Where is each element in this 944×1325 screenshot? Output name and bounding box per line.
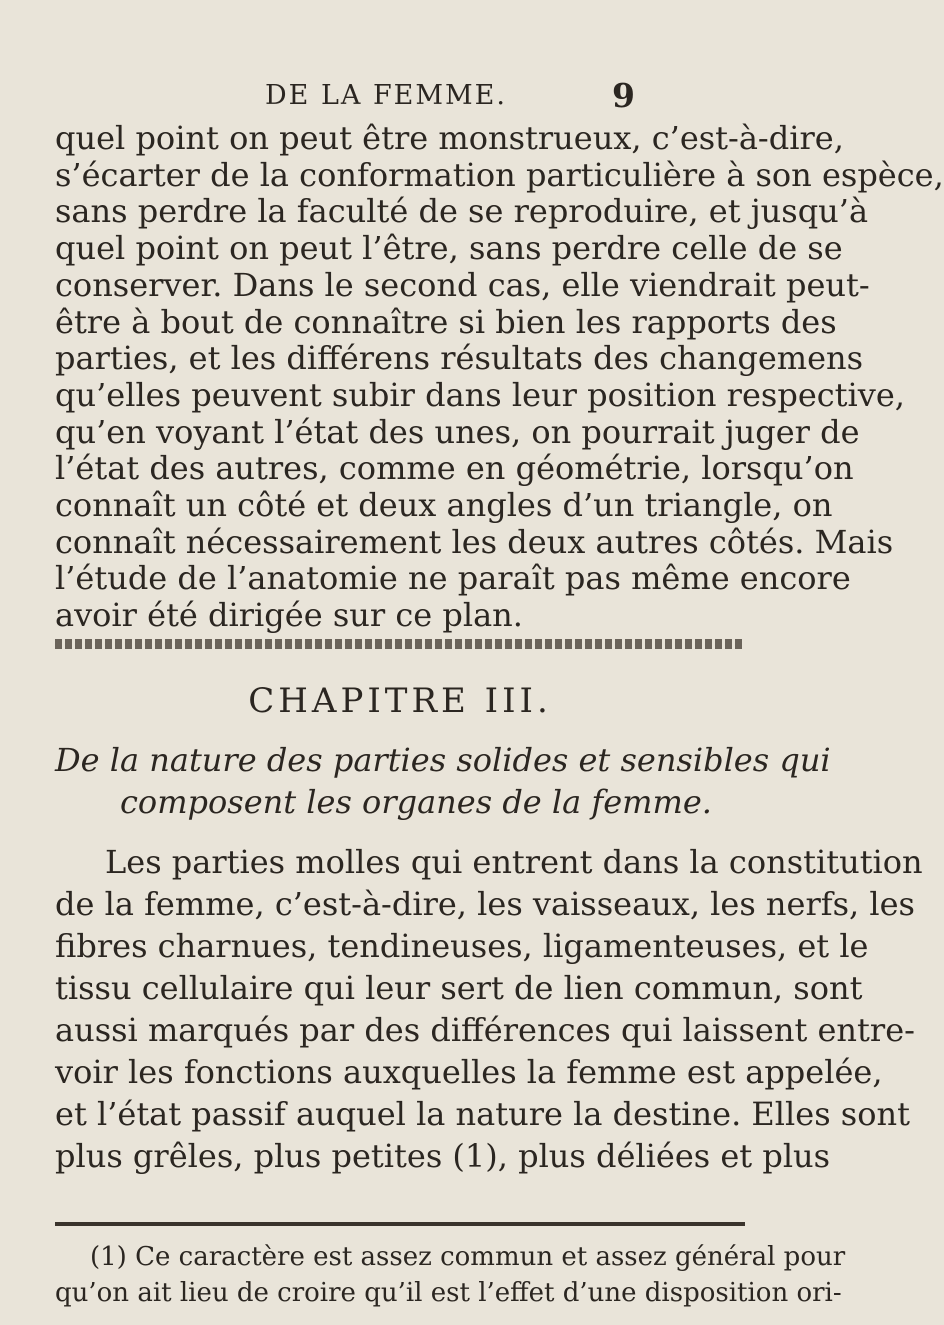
footnote-rule [55,1222,745,1226]
text-line: plus grêles, plus petites (1), plus déliées et plus [55,1137,831,1175]
text-line: connaît un côté et deux angles d’un triangle, on [55,486,833,524]
page-number: 9 [612,76,635,115]
chapter-heading: CHAPITRE III. [248,681,552,721]
text-line: fibres charnues, tendineuses, ligamenteuses, et le [55,927,869,965]
text-line: connaît nécessairement les deux autres côtés. Mais [55,522,894,561]
text-line: sans perdre la faculté de se reproduire, et jusqu’à [55,192,869,231]
footnote-line: qu’on ait lieu de croire qu’il est l’effet d’une disposition ori- [55,1278,842,1308]
text-line: s’écarter de la conformation particulière à son espèce, [55,155,944,194]
text-line: parties, et les différens résultats des changemens [55,339,864,378]
text-line: être à bout de connaître si bien les rapports des [55,302,837,341]
chapter-subtitle-line: composent les organes de la femme. [120,783,712,821]
text-line: quel point on peut être monstrueux, c’est-à-dire, [55,119,844,157]
text-line: de la femme, c’est-à-dire, les vaisseaux, les nerfs, les [55,885,915,923]
text-line: avoir été dirigée sur ce plan. [55,596,523,635]
text-line: l’état des autres, comme en géométrie, lorsqu’on [55,449,854,488]
text-line: Les parties molles qui entrent dans la constitution [105,843,923,881]
text-line: quel point on peut l’être, sans perdre celle de se [55,229,843,268]
running-title: DE LA FEMME. [265,80,507,111]
text-line: conserver. Dans le second cas, elle viendrait peut- [55,265,870,304]
text-line: aussi marqués par des différences qui laissent entre- [55,1011,915,1049]
text-line: et l’état passif auquel la nature la destine. Elles sont [55,1095,910,1133]
text-line: voir les fonctions auxquelles la femme est appelée, [55,1053,883,1091]
text-line: qu’elles peuvent subir dans leur position respective, [55,375,905,414]
text-line: tissu cellulaire qui leur sert de lien commun, sont [55,969,863,1007]
text-line: qu’en voyant l’état des unes, on pourrait juger de [55,412,860,451]
footnote-line: (1) Ce caractère est assez commun et assez général pour [90,1242,846,1272]
text-line: l’étude de l’anatomie ne paraît pas même encore [55,559,851,598]
running-head [0,76,800,120]
chapter-ornament-divider [55,639,745,649]
chapter-subtitle-line: De la nature des parties solides et sensibles qui [55,741,831,779]
